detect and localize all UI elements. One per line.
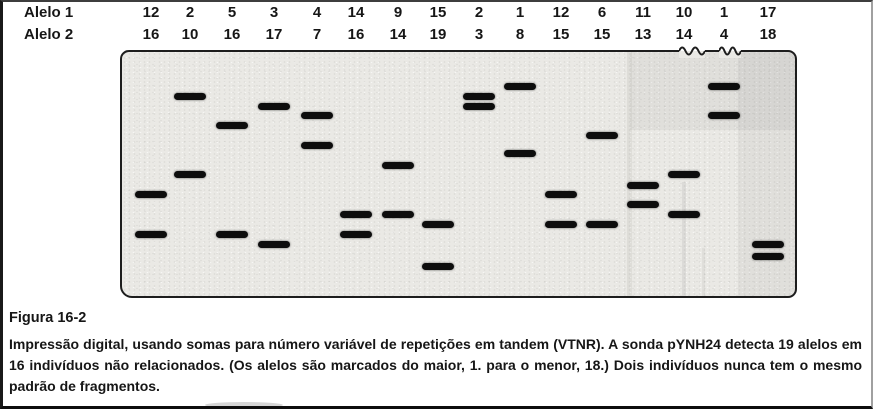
gel-band-lane3-allele5 [216,122,248,129]
gel-band-lane3-allele16 [216,231,248,238]
scan-smudge [205,402,283,408]
gel-streak [682,182,686,296]
lane-1-allele2-value: 16 [142,26,160,43]
gel-band-lane11-allele15 [545,221,577,228]
gel-tear-squiggle-icon [719,44,741,58]
lane-12-allele1-value: 6 [597,4,607,21]
lane-16-allele2-value: 18 [759,26,777,43]
lane-6-allele1-value: 14 [347,4,365,21]
lane-3-allele2-value: 16 [223,26,241,43]
gel-image [120,50,797,298]
lane-13-allele2-value: 13 [634,26,652,43]
lane-9-allele2-value: 3 [474,26,484,43]
gel-band-lane6-allele16 [340,231,372,238]
gel-band-lane8-allele15 [422,221,454,228]
lane-4-allele1-value: 3 [269,4,279,21]
lane-5-allele2-value: 7 [312,26,322,43]
lane-7-allele2-value: 14 [389,26,407,43]
gel-band-lane1-allele12 [135,191,167,198]
lane-2-allele1-value: 2 [185,4,195,21]
lane-3-allele1-value: 5 [227,4,237,21]
lane-12-allele2-value: 15 [593,26,611,43]
lane-4-allele2-value: 17 [265,26,283,43]
gel-band-lane12-allele15 [586,221,618,228]
lane-8-allele2-value: 19 [429,26,447,43]
gel-band-lane16-allele17 [752,241,784,248]
lane-6-allele2-value: 16 [347,26,365,43]
lane-16-allele1-value: 17 [759,4,777,21]
gel-band-lane16-allele18 [752,253,784,260]
gel-band-lane5-allele4 [301,112,333,119]
gel-band-lane15-allele1 [708,83,740,90]
allele1-row-label: Alelo 1 [24,4,74,21]
gel-streak [702,248,705,296]
allele2-row-label: Alelo 2 [24,26,74,43]
gel-band-lane13-allele11 [627,182,659,189]
lane-10-allele1-value: 1 [515,4,525,21]
gel-band-lane6-allele14 [340,211,372,218]
lane-11-allele1-value: 12 [552,4,570,21]
gel-streak [627,52,632,296]
lane-9-allele1-value: 2 [474,4,484,21]
gel-band-lane11-allele12 [545,191,577,198]
lane-15-allele2-value: 4 [719,26,729,43]
gel-band-lane14-allele14 [668,211,700,218]
lane-15-allele1-value: 1 [719,4,729,21]
lane-2-allele2-value: 10 [181,26,199,43]
lane-14-allele2-value: 14 [675,26,693,43]
lane-13-allele1-value: 11 [635,4,651,21]
gel-band-lane12-allele6 [586,132,618,139]
lane-10-allele2-value: 8 [515,26,525,43]
gel-tear-squiggle-icon [679,44,705,58]
gel-band-lane9-allele3 [463,103,495,110]
figure-label: Figura 16-2 [9,310,87,326]
gel-band-lane13-allele13 [627,201,659,208]
gel-band-lane9-allele2 [463,93,495,100]
gel-band-lane4-allele17 [258,241,290,248]
gel-band-lane5-allele7 [301,142,333,149]
gel-band-lane1-allele16 [135,231,167,238]
lane-5-allele1-value: 4 [312,4,322,21]
lane-11-allele2-value: 15 [552,26,570,43]
lane-14-allele1-value: 10 [675,4,693,21]
figure-caption: Impressão digital, usando somas para número variável de repetições em tandem (VTNR). A sonda pYNH24 detecta 19 alelos em 16 indivíduos não relacionados. (Os alelos são marcados do maior, 1. para o menor, 18.) Dois indivíduos nunca tem o mesmo padrão de fragmentos. [9,336,862,394]
gel-band-lane2-allele10 [174,171,206,178]
gel-band-lane2-allele2 [174,93,206,100]
gel-band-lane7-allele9 [382,162,414,169]
lane-7-allele1-value: 9 [393,4,403,21]
gel-band-lane8-allele19 [422,263,454,270]
gel-band-lane10-allele1 [504,83,536,90]
gel-band-lane10-allele8 [504,150,536,157]
lane-1-allele1-value: 12 [142,4,160,21]
gel-band-lane15-allele4 [708,112,740,119]
gel-band-lane14-allele10 [668,171,700,178]
gel-band-lane7-allele14 [382,211,414,218]
lane-8-allele1-value: 15 [429,4,447,21]
gel-band-lane4-allele3 [258,103,290,110]
